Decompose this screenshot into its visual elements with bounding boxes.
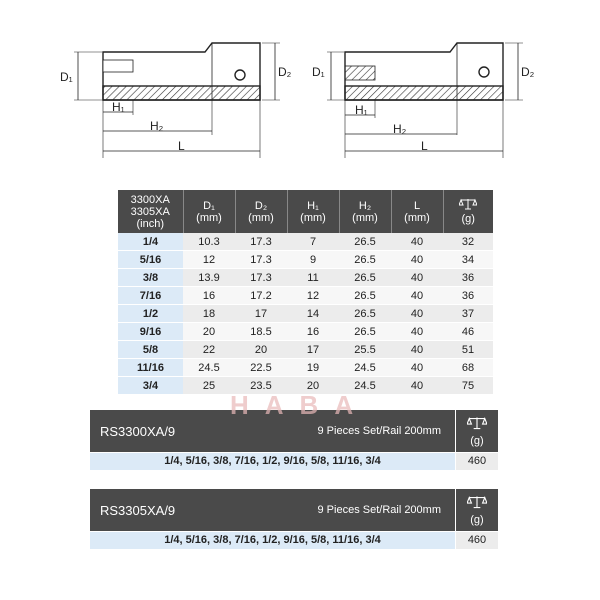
cell-g: 75 bbox=[443, 377, 493, 395]
dim-label-d2-right: D₂ bbox=[521, 65, 535, 79]
cell-d1: 24.5 bbox=[183, 359, 235, 377]
dim-label-d1-right: D₁ bbox=[312, 65, 325, 79]
cell-h1: 16 bbox=[287, 323, 339, 341]
dim-label-d1-left: D₁ bbox=[60, 70, 73, 84]
cell-h2: 26.5 bbox=[339, 269, 391, 287]
dim-label-h1-right: H₁ bbox=[355, 103, 368, 117]
cell-size: 3/8 bbox=[118, 269, 183, 287]
cell-d2: 17 bbox=[235, 305, 287, 323]
set-sizes-2: 1/4, 5/16, 3/8, 7/16, 1/2, 9/16, 5/8, 11/16, 3/4 bbox=[90, 532, 455, 549]
spec-table-header bbox=[118, 190, 493, 233]
header-d2-label: D₂ bbox=[254, 199, 268, 212]
cell-g: 36 bbox=[443, 269, 493, 287]
cell-d2: 17.2 bbox=[235, 287, 287, 305]
cell-g: 68 bbox=[443, 359, 493, 377]
header-d1-unit: (mm) bbox=[196, 211, 222, 224]
cell-l: 40 bbox=[391, 305, 443, 323]
cell-g: 36 bbox=[443, 287, 493, 305]
header-l bbox=[391, 190, 443, 233]
cell-g: 37 bbox=[443, 305, 493, 323]
cell-d2: 17.3 bbox=[235, 233, 287, 251]
set-header-2 bbox=[90, 489, 455, 531]
dim-label-d2-left: D₂ bbox=[278, 65, 292, 79]
cell-h1: 7 bbox=[287, 233, 339, 251]
cell-size: 11/16 bbox=[118, 359, 183, 377]
table-row bbox=[118, 269, 493, 287]
header-l-unit: (mm) bbox=[404, 211, 430, 224]
scale-icon bbox=[467, 416, 487, 430]
table-row bbox=[118, 251, 493, 269]
set-description-1: 9 Pieces Set/Rail 200mm bbox=[317, 425, 441, 437]
cell-h1: 12 bbox=[287, 287, 339, 305]
scale-icon bbox=[444, 198, 494, 213]
cell-l: 40 bbox=[391, 341, 443, 359]
cell-g: 46 bbox=[443, 323, 493, 341]
set-weight-header-2 bbox=[456, 489, 498, 531]
cell-d1: 16 bbox=[183, 287, 235, 305]
cell-size: 9/16 bbox=[118, 323, 183, 341]
cell-l: 40 bbox=[391, 251, 443, 269]
cell-d2: 23.5 bbox=[235, 377, 287, 395]
cell-h2: 26.5 bbox=[339, 233, 391, 251]
header-model-line3: (inch) bbox=[136, 217, 164, 230]
dim-label-l-left: L bbox=[178, 139, 185, 153]
technical-drawings bbox=[0, 0, 600, 165]
table-row bbox=[118, 233, 493, 251]
cell-h1: 11 bbox=[287, 269, 339, 287]
cell-l: 40 bbox=[391, 323, 443, 341]
table-row bbox=[118, 287, 493, 305]
table-row bbox=[118, 305, 493, 323]
cell-h2: 26.5 bbox=[339, 305, 391, 323]
set-description-2: 9 Pieces Set/Rail 200mm bbox=[317, 504, 441, 516]
cell-size: 5/8 bbox=[118, 341, 183, 359]
cell-l: 40 bbox=[391, 287, 443, 305]
cell-g: 51 bbox=[443, 341, 493, 359]
scale-icon bbox=[467, 495, 487, 509]
cell-h2: 24.5 bbox=[339, 359, 391, 377]
cell-d1: 10.3 bbox=[183, 233, 235, 251]
socket-drawing-left bbox=[74, 43, 280, 158]
header-model-line1: 3300XA bbox=[130, 193, 170, 206]
header-weight bbox=[443, 190, 493, 233]
header-d1 bbox=[183, 190, 235, 233]
set-sizes-1: 1/4, 5/16, 3/8, 7/16, 1/2, 9/16, 5/8, 11/16, 3/4 bbox=[90, 453, 455, 470]
cell-g: 34 bbox=[443, 251, 493, 269]
header-model bbox=[118, 190, 183, 233]
cell-l: 40 bbox=[391, 233, 443, 251]
set-weight-header-1 bbox=[456, 410, 498, 452]
dim-label-h2-left: H₂ bbox=[150, 119, 164, 133]
cell-size: 1/4 bbox=[118, 233, 183, 251]
header-weight-unit: (g) bbox=[461, 213, 475, 225]
cell-d1: 22 bbox=[183, 341, 235, 359]
cell-h1: 14 bbox=[287, 305, 339, 323]
header-h2 bbox=[339, 190, 391, 233]
cell-d2: 17.3 bbox=[235, 251, 287, 269]
cell-g: 32 bbox=[443, 233, 493, 251]
cell-h2: 26.5 bbox=[339, 323, 391, 341]
header-h2-unit: (mm) bbox=[352, 211, 378, 224]
header-model-line2: 3305XA bbox=[130, 205, 170, 218]
header-h2-label: H₂ bbox=[358, 199, 372, 212]
cell-d1: 18 bbox=[183, 305, 235, 323]
dim-label-l-right: L bbox=[421, 139, 428, 153]
cell-h1: 17 bbox=[287, 341, 339, 359]
set-code-2: RS3305XA/9 bbox=[100, 503, 176, 518]
cell-d1: 13.9 bbox=[183, 269, 235, 287]
table-row bbox=[118, 359, 493, 377]
cell-l: 40 bbox=[391, 359, 443, 377]
spec-table bbox=[118, 190, 493, 395]
header-h1 bbox=[287, 190, 339, 233]
cell-size: 7/16 bbox=[118, 287, 183, 305]
cell-h1: 9 bbox=[287, 251, 339, 269]
cell-h2: 26.5 bbox=[339, 287, 391, 305]
watermark: HABA bbox=[230, 390, 370, 420]
table-row bbox=[118, 323, 493, 341]
set-code-1: RS3300XA/9 bbox=[100, 424, 176, 439]
set-weight-unit-1: (g) bbox=[470, 435, 484, 447]
header-l-label: L bbox=[413, 199, 421, 212]
header-d2 bbox=[235, 190, 287, 233]
header-d1-label: D₁ bbox=[203, 199, 215, 212]
cell-h2: 25.5 bbox=[339, 341, 391, 359]
cell-d2: 17.3 bbox=[235, 269, 287, 287]
cell-h1: 19 bbox=[287, 359, 339, 377]
cell-d1: 20 bbox=[183, 323, 235, 341]
cell-d2: 22.5 bbox=[235, 359, 287, 377]
header-d2-unit: (mm) bbox=[248, 211, 274, 224]
set-weight-unit-2: (g) bbox=[470, 514, 484, 526]
set-weight-1: 460 bbox=[456, 453, 498, 470]
table-row bbox=[118, 341, 493, 359]
cell-l: 40 bbox=[391, 377, 443, 395]
cell-d2: 18.5 bbox=[235, 323, 287, 341]
dim-label-h2-right: H₂ bbox=[393, 122, 407, 136]
header-h1-label: H₁ bbox=[307, 199, 319, 212]
cell-d2: 20 bbox=[235, 341, 287, 359]
cell-d1: 25 bbox=[183, 377, 235, 395]
cell-h2: 26.5 bbox=[339, 251, 391, 269]
cell-l: 40 bbox=[391, 269, 443, 287]
cell-h1: 20 bbox=[287, 377, 339, 395]
cell-d1: 12 bbox=[183, 251, 235, 269]
header-h1-unit: (mm) bbox=[300, 211, 326, 224]
cell-size: 3/4 bbox=[118, 377, 183, 395]
dim-label-h1-left: H₁ bbox=[112, 100, 125, 114]
set-weight-2: 460 bbox=[456, 532, 498, 549]
cell-h2: 24.5 bbox=[339, 377, 391, 395]
cell-size: 1/2 bbox=[118, 305, 183, 323]
cell-size: 5/16 bbox=[118, 251, 183, 269]
